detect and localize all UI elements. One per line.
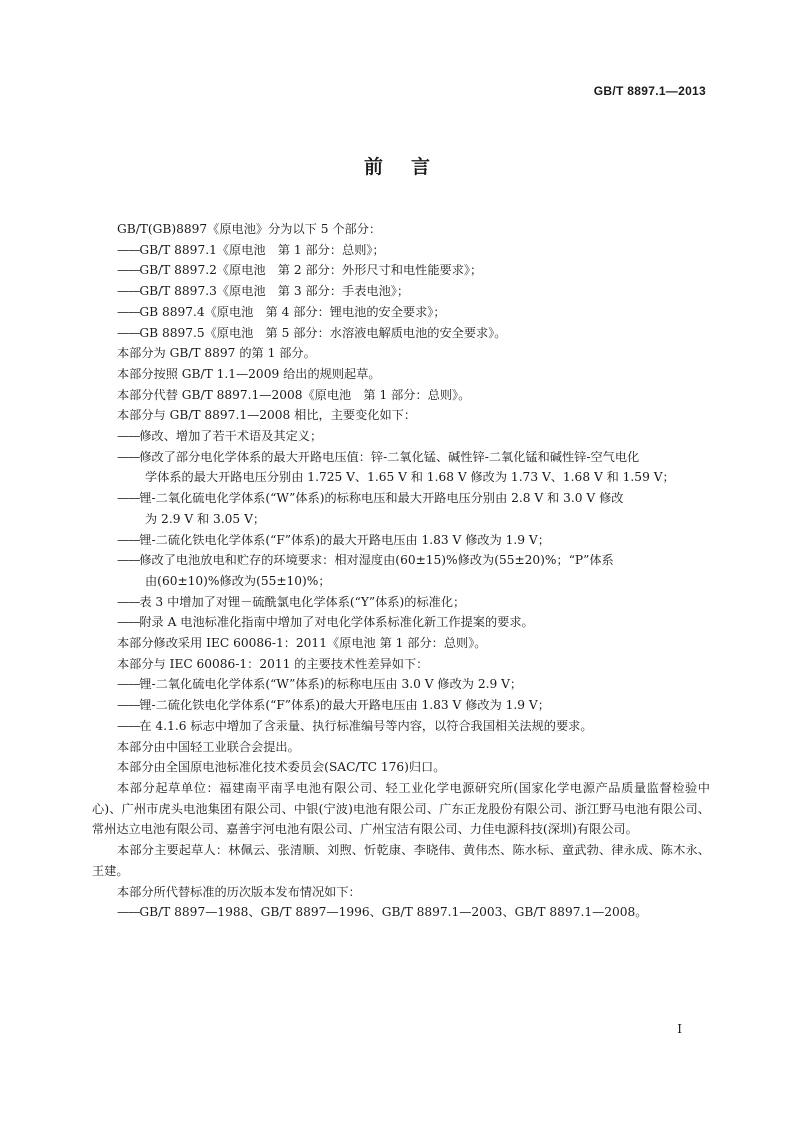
paragraph: GB/T(GB)8897《原电池》分为以下 5 个部分： [117, 222, 382, 236]
list-item: ——在 4.1.6 标志中增加了含汞量、执行标准编号等内容，以符合我国相关法规的要求。 [117, 718, 593, 733]
list-item: ——GB 8897.4《原电池 第 4 部分：锂电池的安全要求》； [117, 304, 446, 319]
list-item: ——GB/T 8897.2《原电池 第 2 部分：外形尺寸和电性能要求》； [117, 263, 483, 278]
page-title: 前言 [363, 156, 458, 178]
drafting-units-paragraph: 本部分起草单位：福建南平南孚电池有限公司、轻工业化学电源研究所(国家化学电源产品质量监督检验中心)、广州市虎头电池集团有限公司、中银(宁波)电池有限公司、广东正龙股份有限公司、浙江野马电池有限公司、常州达立电池有限公司、嘉善宇河电池有限公司、广州宝洁有限公司、力佳电源科技(深圳)有限公司。 [92, 780, 710, 837]
paragraph: 本部分为 GB/T 8897 的第 1 部分。 [117, 346, 316, 361]
list-item: ——表 3 中增加了对锂－硫酰氯电化学体系(“Y”体系)的标准化； [117, 594, 466, 609]
list-item: ——修改了部分电化学体系的最大开路电压值：锌-二氧化锰、碱性锌-二氧化锰和碱性锌-空气电化 [117, 449, 640, 464]
paragraph: 本部分修改采用 IEC 60086-1：2011《原电池 第 1 部分：总则》。 [117, 636, 487, 651]
paragraph: 本部分由全国原电池标准化技术委员会(SAC/TC 176)归口。 [117, 760, 446, 775]
list-item: ——GB 8897.5《原电池 第 5 部分：水溶液电解质电池的安全要求》。 [117, 325, 507, 340]
list-item: ——附录 A 电池标准化指南中增加了对电化学体系标准化新工作提案的要求。 [117, 615, 534, 630]
list-item: ——GB/T 8897.1《原电池 第 1 部分：总则》； [117, 242, 385, 257]
list-item: ——修改了电池放电和贮存的环境要求：相对湿度由(60±15)%修改为(55±20)%；“P”体系 [117, 553, 614, 568]
list-item: ——锂-二氧化硫电化学体系(“W”体系)的标称电压由 3.0 V 修改为 2.9 V； [117, 677, 523, 692]
list-item: ——修改、增加了若干术语及其定义； [117, 429, 323, 444]
standard-number: GB/T 8897.1—2013 [593, 84, 706, 98]
list-item-continuation: 学体系的最大开路电压分别由 1.725 V、1.65 V 和 1.68 V 修改为 1.73 V、1.68 V 和 1.59 V； [145, 470, 675, 485]
page-number: I [677, 1022, 682, 1036]
list-item: ——锂-二硫化铁电化学体系(“F”体系)的最大开路电压由 1.83 V 修改为 1.9 V； [117, 698, 550, 713]
list-item: ——GB/T 8897.3《原电池 第 3 部分：手表电池》； [117, 284, 410, 299]
list-item: ——GB/T 8897—1988、GB/T 8897—1996、GB/T 8897.1—2003、GB/T 8897.1—2008。 [117, 905, 648, 920]
paragraph: 本部分所代替标准的历次版本发布情况如下： [117, 884, 361, 899]
paragraph: 本部分代替 GB/T 8897.1—2008《原电池 第 1 部分：总则》。 [117, 387, 471, 402]
paragraph: 本部分与 GB/T 8897.1—2008 相比，主要变化如下： [117, 408, 417, 423]
drafters-paragraph: 本部分主要起草人：林佩云、张清顺、刘煦、忻乾康、李晓伟、黄伟杰、陈水标、童武勃、律永成、陈木永、王建。 [92, 843, 710, 878]
foreword-body [92, 219, 710, 923]
list-item-continuation: 为 2.9 V 和 3.05 V； [145, 511, 266, 526]
paragraph: 本部分与 IEC 60086-1：2011 的主要技术性差异如下： [117, 656, 429, 671]
list-item-continuation: 由(60±10)%修改为(55±10)%； [145, 573, 331, 588]
list-item: ——锂-二氧化硫电化学体系(“W”体系)的标称电压和最大开路电压分别由 2.8 V 和 3.0 V 修改 [117, 491, 624, 506]
list-item: ——锂-二硫化铁电化学体系(“F”体系)的最大开路电压由 1.83 V 修改为 1.9 V； [117, 532, 550, 547]
paragraph: 本部分由中国轻工业联合会提出。 [117, 739, 300, 754]
paragraph: 本部分按照 GB/T 1.1—2009 给出的规则起草。 [117, 366, 381, 381]
